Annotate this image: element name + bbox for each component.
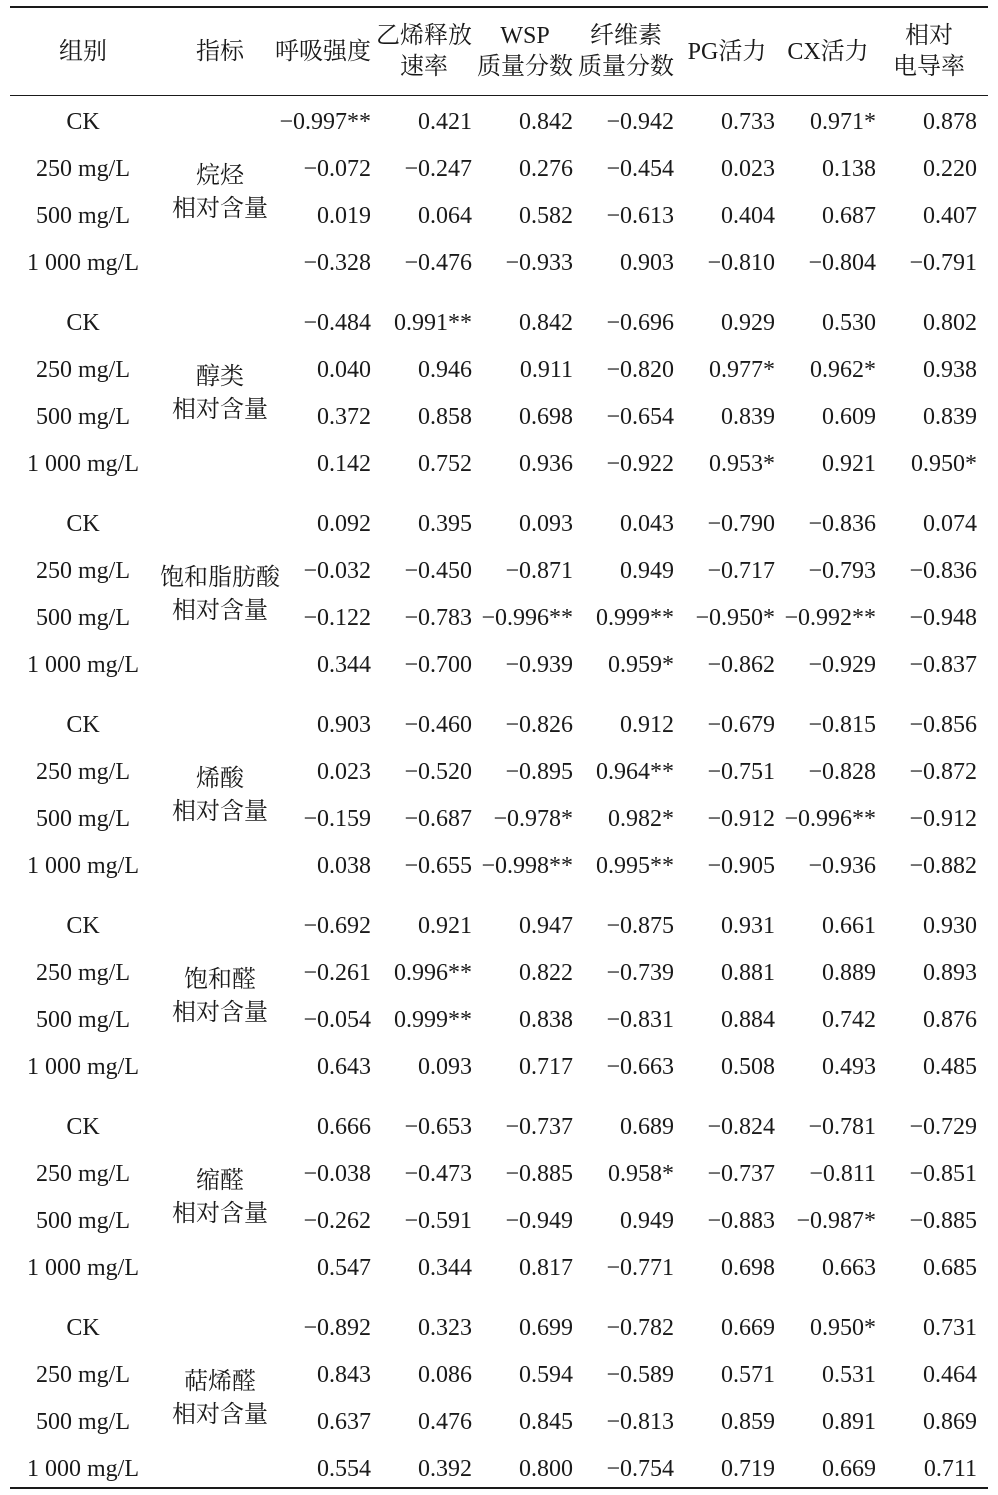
- table-row: [10, 1104, 988, 1151]
- value-cell: 0.493: [822, 1054, 876, 1080]
- group-label: CK: [66, 109, 100, 135]
- table-row: [10, 99, 988, 146]
- value-cell: −0.929: [808, 652, 876, 678]
- header-col-3-line: 质量分数: [477, 54, 573, 80]
- value-cell: −0.996**: [784, 806, 876, 832]
- value-cell: −0.992**: [784, 605, 876, 631]
- group-label: 500 mg/L: [36, 1007, 130, 1033]
- value-cell: −0.473: [404, 1161, 472, 1187]
- value-cell: −0.737: [505, 1114, 573, 1140]
- value-cell: 0.476: [418, 1409, 472, 1435]
- value-cell: 0.719: [721, 1456, 775, 1482]
- value-cell: −0.892: [303, 1315, 371, 1341]
- value-cell: −0.905: [707, 853, 775, 879]
- value-cell: 0.950*: [911, 451, 977, 477]
- value-cell: 0.884: [721, 1007, 775, 1033]
- row-group: [10, 1104, 988, 1292]
- value-cell: −0.783: [404, 605, 472, 631]
- indicator-line: 相对含量: [172, 799, 268, 825]
- value-cell: 0.977*: [709, 357, 775, 383]
- table-row: [10, 300, 988, 347]
- group-label: CK: [66, 511, 100, 537]
- value-cell: 0.903: [317, 712, 371, 738]
- header-col-5: [675, 9, 779, 95]
- value-cell: 0.685: [923, 1255, 977, 1281]
- value-cell: −0.856: [909, 712, 977, 738]
- value-cell: 0.276: [519, 156, 573, 182]
- value-cell: 0.876: [923, 1007, 977, 1033]
- indicator-label: [145, 562, 295, 628]
- value-cell: 0.949: [620, 1208, 674, 1234]
- indicator-line: 烷烃: [196, 163, 244, 189]
- value-cell: 0.731: [923, 1315, 977, 1341]
- value-cell: 0.912: [620, 712, 674, 738]
- indicator-label: [145, 160, 295, 226]
- value-cell: 0.093: [519, 511, 573, 537]
- value-cell: −0.831: [606, 1007, 674, 1033]
- value-cell: 0.142: [317, 451, 371, 477]
- value-cell: 0.931: [721, 913, 775, 939]
- value-cell: 0.699: [519, 1315, 573, 1341]
- group-label: 250 mg/L: [36, 759, 130, 785]
- table-row: [10, 702, 988, 749]
- group-label: 250 mg/L: [36, 1362, 130, 1388]
- value-cell: 0.845: [519, 1409, 573, 1435]
- value-cell: 0.800: [519, 1456, 573, 1482]
- value-cell: 0.392: [418, 1456, 472, 1482]
- value-cell: −0.987*: [796, 1208, 876, 1234]
- value-cell: −0.939: [505, 652, 573, 678]
- value-cell: 0.950*: [810, 1315, 876, 1341]
- value-cell: 0.637: [317, 1409, 371, 1435]
- value-cell: −0.591: [404, 1208, 472, 1234]
- value-cell: 0.921: [418, 913, 472, 939]
- value-cell: 0.064: [418, 203, 472, 229]
- value-cell: −0.885: [909, 1208, 977, 1234]
- value-cell: 0.663: [822, 1255, 876, 1281]
- indicator-line: 相对含量: [172, 598, 268, 624]
- group-label: 1 000 mg/L: [27, 652, 139, 678]
- value-cell: 0.464: [923, 1362, 977, 1388]
- value-cell: 0.889: [822, 960, 876, 986]
- value-cell: 0.929: [721, 310, 775, 336]
- value-cell: −0.032: [303, 558, 371, 584]
- value-cell: −0.782: [606, 1315, 674, 1341]
- table-row: [10, 642, 988, 689]
- value-cell: 0.891: [822, 1409, 876, 1435]
- value-cell: 0.086: [418, 1362, 472, 1388]
- value-cell: −0.815: [808, 712, 876, 738]
- value-cell: 0.936: [519, 451, 573, 477]
- group-label: 1 000 mg/L: [27, 1054, 139, 1080]
- value-cell: −0.912: [909, 806, 977, 832]
- value-cell: −0.811: [809, 1161, 876, 1187]
- value-cell: −0.883: [707, 1208, 775, 1234]
- indicator-line: 相对含量: [172, 1201, 268, 1227]
- value-cell: 0.991**: [394, 310, 472, 336]
- group-label: 250 mg/L: [36, 960, 130, 986]
- value-cell: 0.881: [721, 960, 775, 986]
- value-cell: 0.982*: [608, 806, 674, 832]
- value-cell: 0.962*: [810, 357, 876, 383]
- group-label: 1 000 mg/L: [27, 853, 139, 879]
- indicator-label: [145, 361, 295, 427]
- value-cell: −0.875: [606, 913, 674, 939]
- header-col-4-line: 纤维素: [590, 23, 662, 49]
- value-cell: 0.839: [721, 404, 775, 430]
- table-row: [10, 1044, 988, 1091]
- value-cell: 0.687: [822, 203, 876, 229]
- value-cell: 0.711: [923, 1456, 977, 1482]
- header-group-line: 组别: [59, 38, 107, 65]
- value-cell: −0.717: [707, 558, 775, 584]
- indicator-line: 醇类: [196, 364, 244, 390]
- value-cell: −0.754: [606, 1456, 674, 1482]
- value-cell: 0.547: [317, 1255, 371, 1281]
- value-cell: 0.869: [923, 1409, 977, 1435]
- group-label: CK: [66, 712, 100, 738]
- value-cell: 0.023: [721, 156, 775, 182]
- value-cell: −0.837: [909, 652, 977, 678]
- value-cell: −0.751: [707, 759, 775, 785]
- value-cell: 0.842: [519, 310, 573, 336]
- value-cell: −0.813: [606, 1409, 674, 1435]
- value-cell: 0.717: [519, 1054, 573, 1080]
- value-cell: 0.661: [822, 913, 876, 939]
- value-cell: 0.372: [317, 404, 371, 430]
- value-cell: −0.836: [808, 511, 876, 537]
- value-cell: −0.654: [606, 404, 674, 430]
- group-label: 250 mg/L: [36, 156, 130, 182]
- value-cell: 0.958*: [608, 1161, 674, 1187]
- value-cell: −0.737: [707, 1161, 775, 1187]
- value-cell: 0.019: [317, 203, 371, 229]
- value-cell: −0.851: [909, 1161, 977, 1187]
- value-cell: −0.882: [909, 853, 977, 879]
- group-label: 1 000 mg/L: [27, 1456, 139, 1482]
- indicator-label: [145, 763, 295, 829]
- value-cell: 0.817: [519, 1255, 573, 1281]
- header-col-3: [473, 9, 577, 95]
- header-indicator-line: 指标: [196, 38, 244, 65]
- value-cell: 0.698: [519, 404, 573, 430]
- value-cell: −0.663: [606, 1054, 674, 1080]
- header-col-7-line: 相对: [905, 23, 953, 49]
- value-cell: 0.946: [418, 357, 472, 383]
- table-row: [10, 1245, 988, 1292]
- value-cell: −0.872: [909, 759, 977, 785]
- group-label: 1 000 mg/L: [27, 250, 139, 276]
- value-cell: 0.971*: [810, 109, 876, 135]
- value-cell: −0.262: [303, 1208, 371, 1234]
- indicator-line: 缩醛: [196, 1168, 244, 1194]
- value-cell: −0.696: [606, 310, 674, 336]
- value-cell: −0.948: [909, 605, 977, 631]
- value-cell: −0.922: [606, 451, 674, 477]
- row-group: [10, 903, 988, 1091]
- value-cell: −0.781: [808, 1114, 876, 1140]
- value-cell: −0.771: [606, 1255, 674, 1281]
- indicator-line: 烯酸: [196, 766, 244, 792]
- value-cell: −0.247: [404, 156, 472, 182]
- value-cell: −0.739: [606, 960, 674, 986]
- value-cell: 0.421: [418, 109, 472, 135]
- table-row: [10, 1305, 988, 1352]
- header-col-6: [776, 9, 880, 95]
- group-label: 250 mg/L: [36, 558, 130, 584]
- value-cell: 0.953*: [709, 451, 775, 477]
- group-label: 1 000 mg/L: [27, 1255, 139, 1281]
- indicator-line: 饱和醛: [184, 967, 256, 993]
- value-cell: 0.689: [620, 1114, 674, 1140]
- value-cell: 0.996**: [394, 960, 472, 986]
- value-cell: −0.700: [404, 652, 472, 678]
- group-label: CK: [66, 913, 100, 939]
- value-cell: −0.836: [909, 558, 977, 584]
- group-label: 500 mg/L: [36, 806, 130, 832]
- group-label: 1 000 mg/L: [27, 451, 139, 477]
- row-group: [10, 1305, 988, 1493]
- value-cell: 0.093: [418, 1054, 472, 1080]
- value-cell: 0.698: [721, 1255, 775, 1281]
- value-cell: −0.520: [404, 759, 472, 785]
- value-cell: 0.395: [418, 511, 472, 537]
- value-cell: −0.122: [303, 605, 371, 631]
- table-header-rule: [10, 95, 988, 96]
- row-group: [10, 702, 988, 890]
- indicator-label: [145, 1165, 295, 1231]
- value-cell: 0.733: [721, 109, 775, 135]
- value-cell: 0.669: [721, 1315, 775, 1341]
- group-label: 500 mg/L: [36, 1208, 130, 1234]
- value-cell: 0.838: [519, 1007, 573, 1033]
- value-cell: −0.729: [909, 1114, 977, 1140]
- value-cell: 0.508: [721, 1054, 775, 1080]
- row-group: [10, 99, 988, 287]
- header-col-2: [372, 9, 476, 95]
- header-col-1-line: 呼吸强度: [275, 38, 371, 65]
- value-cell: 0.404: [721, 203, 775, 229]
- value-cell: −0.589: [606, 1362, 674, 1388]
- value-cell: −0.895: [505, 759, 573, 785]
- indicator-line: 相对含量: [172, 1000, 268, 1026]
- indicator-label: [145, 1366, 295, 1432]
- header-col-2-line: 乙烯释放: [376, 23, 472, 49]
- value-cell: −0.613: [606, 203, 674, 229]
- table-row: [10, 1446, 988, 1493]
- value-cell: −0.936: [808, 853, 876, 879]
- value-cell: −0.159: [303, 806, 371, 832]
- header-col-4: [574, 9, 678, 95]
- value-cell: 0.666: [317, 1114, 371, 1140]
- value-cell: −0.653: [404, 1114, 472, 1140]
- value-cell: 0.999**: [596, 605, 674, 631]
- header-group: [8, 9, 158, 95]
- table-bottom-rule: [10, 1487, 988, 1489]
- value-cell: 0.594: [519, 1362, 573, 1388]
- value-cell: 0.858: [418, 404, 472, 430]
- value-cell: −0.862: [707, 652, 775, 678]
- value-cell: −0.679: [707, 712, 775, 738]
- header-col-3-line: WSP: [500, 23, 550, 49]
- value-cell: 0.571: [721, 1362, 775, 1388]
- value-cell: 0.531: [822, 1362, 876, 1388]
- group-label: CK: [66, 1114, 100, 1140]
- value-cell: −0.998**: [481, 853, 573, 879]
- value-cell: −0.820: [606, 357, 674, 383]
- value-cell: 0.043: [620, 511, 674, 537]
- group-label: 250 mg/L: [36, 1161, 130, 1187]
- group-label: CK: [66, 1315, 100, 1341]
- value-cell: −0.996**: [481, 605, 573, 631]
- value-cell: 0.839: [923, 404, 977, 430]
- value-cell: 0.530: [822, 310, 876, 336]
- value-cell: 0.554: [317, 1456, 371, 1482]
- group-label: 500 mg/L: [36, 203, 130, 229]
- value-cell: 0.911: [519, 357, 573, 383]
- table-row: [10, 843, 988, 890]
- row-group: [10, 300, 988, 488]
- value-cell: 0.092: [317, 511, 371, 537]
- value-cell: −0.978*: [493, 806, 573, 832]
- value-cell: 0.074: [923, 511, 977, 537]
- group-label: 500 mg/L: [36, 605, 130, 631]
- value-cell: 0.752: [418, 451, 472, 477]
- header-col-5-line: PG活力: [687, 38, 767, 65]
- header-col-7: [877, 9, 981, 95]
- value-cell: −0.804: [808, 250, 876, 276]
- value-cell: 0.859: [721, 1409, 775, 1435]
- group-label: 500 mg/L: [36, 1409, 130, 1435]
- value-cell: −0.885: [505, 1161, 573, 1187]
- header-col-2-line: 速率: [400, 54, 448, 80]
- value-cell: −0.655: [404, 853, 472, 879]
- value-cell: −0.810: [707, 250, 775, 276]
- group-label: 500 mg/L: [36, 404, 130, 430]
- header-col-6-line: CX活力: [787, 38, 869, 65]
- header-col-4-line: 质量分数: [578, 54, 674, 80]
- value-cell: 0.643: [317, 1054, 371, 1080]
- value-cell: 0.344: [317, 652, 371, 678]
- value-cell: 0.893: [923, 960, 977, 986]
- row-group: [10, 501, 988, 689]
- value-cell: 0.949: [620, 558, 674, 584]
- value-cell: 0.138: [822, 156, 876, 182]
- table-row: [10, 501, 988, 548]
- value-cell: 0.995**: [596, 853, 674, 879]
- value-cell: 0.843: [317, 1362, 371, 1388]
- value-cell: 0.323: [418, 1315, 472, 1341]
- indicator-line: 相对含量: [172, 196, 268, 222]
- value-cell: −0.687: [404, 806, 472, 832]
- value-cell: −0.826: [505, 712, 573, 738]
- value-cell: −0.793: [808, 558, 876, 584]
- value-cell: −0.261: [303, 960, 371, 986]
- value-cell: −0.912: [707, 806, 775, 832]
- value-cell: 0.930: [923, 913, 977, 939]
- indicator-line: 饱和脂肪酸: [160, 565, 280, 591]
- indicator-line: 萜烯醛: [184, 1369, 256, 1395]
- group-label: CK: [66, 310, 100, 336]
- value-cell: 0.220: [923, 156, 977, 182]
- group-label: 250 mg/L: [36, 357, 130, 383]
- indicator-line: 相对含量: [172, 397, 268, 423]
- value-cell: 0.921: [822, 451, 876, 477]
- header-col-7-line: 电导率: [893, 54, 965, 80]
- value-cell: 0.878: [923, 109, 977, 135]
- value-cell: 0.038: [317, 853, 371, 879]
- value-cell: −0.949: [505, 1208, 573, 1234]
- value-cell: −0.476: [404, 250, 472, 276]
- value-cell: −0.450: [404, 558, 472, 584]
- value-cell: 0.407: [923, 203, 977, 229]
- header-col-1: [271, 9, 375, 95]
- value-cell: −0.692: [303, 913, 371, 939]
- value-cell: 0.959*: [608, 652, 674, 678]
- value-cell: −0.484: [303, 310, 371, 336]
- value-cell: −0.054: [303, 1007, 371, 1033]
- value-cell: −0.791: [909, 250, 977, 276]
- value-cell: −0.454: [606, 156, 674, 182]
- value-cell: −0.828: [808, 759, 876, 785]
- value-cell: −0.790: [707, 511, 775, 537]
- value-cell: −0.950*: [695, 605, 775, 631]
- value-cell: 0.947: [519, 913, 573, 939]
- indicator-line: 相对含量: [172, 1402, 268, 1428]
- value-cell: −0.871: [505, 558, 573, 584]
- value-cell: −0.328: [303, 250, 371, 276]
- value-cell: 0.669: [822, 1456, 876, 1482]
- value-cell: 0.964**: [596, 759, 674, 785]
- value-cell: 0.040: [317, 357, 371, 383]
- value-cell: −0.997**: [279, 109, 371, 135]
- value-cell: −0.072: [303, 156, 371, 182]
- value-cell: 0.999**: [394, 1007, 472, 1033]
- value-cell: −0.933: [505, 250, 573, 276]
- table-row: [10, 441, 988, 488]
- table-header: [10, 9, 988, 95]
- value-cell: −0.460: [404, 712, 472, 738]
- value-cell: −0.038: [303, 1161, 371, 1187]
- value-cell: 0.842: [519, 109, 573, 135]
- table-row: [10, 903, 988, 950]
- value-cell: 0.609: [822, 404, 876, 430]
- value-cell: 0.023: [317, 759, 371, 785]
- value-cell: 0.742: [822, 1007, 876, 1033]
- value-cell: 0.582: [519, 203, 573, 229]
- value-cell: 0.485: [923, 1054, 977, 1080]
- value-cell: −0.942: [606, 109, 674, 135]
- table-top-rule: [10, 6, 988, 8]
- value-cell: 0.938: [923, 357, 977, 383]
- value-cell: 0.903: [620, 250, 674, 276]
- table-row: [10, 240, 988, 287]
- value-cell: 0.802: [923, 310, 977, 336]
- indicator-label: [145, 964, 295, 1030]
- value-cell: 0.822: [519, 960, 573, 986]
- value-cell: −0.824: [707, 1114, 775, 1140]
- value-cell: 0.344: [418, 1255, 472, 1281]
